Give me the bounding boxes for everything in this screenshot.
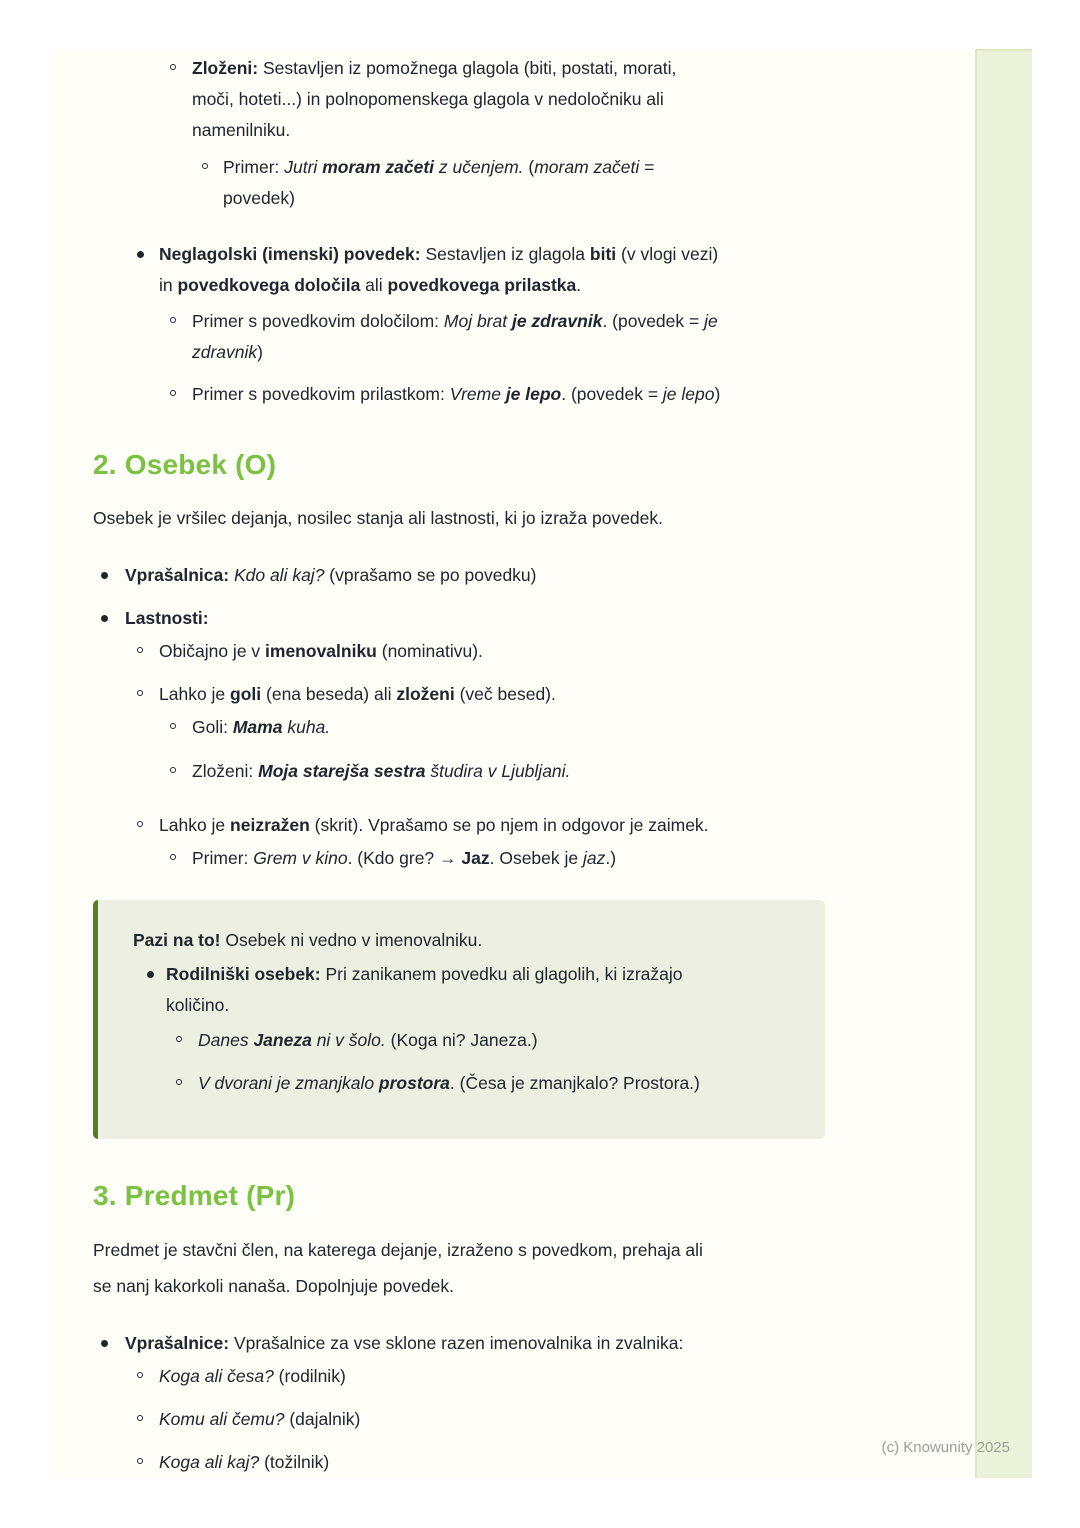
bullet-circle-icon [137,1415,143,1421]
bullet-circle-icon [170,723,176,729]
document-page [50,49,1032,1478]
text-line: Danes Janeza ni v šolo. (Koga ni? Janeza.) [198,1030,538,1050]
list-item [133,959,795,1021]
bullet-circle-icon [170,854,176,860]
text-line: Osebek je vršilec dejanja, nosilec stanja ali lastnosti, ki jo izraža povedek. [93,508,664,528]
list-item [93,239,830,301]
text-line: zdravnik) [192,342,263,362]
list-item [133,1068,795,1099]
bullet-circle-icon [137,821,143,827]
bullet-circle-icon [170,64,176,70]
bullet-disc-icon [101,615,108,622]
list-item [133,1025,795,1056]
bullet-circle-icon [137,1372,143,1378]
text-line: Primer s povedkovim določilom: Moj brat je zdravnik. (povedek = je [192,311,718,331]
text-line: in povedkovega določila ali povedkovega prilastka. [159,275,582,295]
text-line: Neglagolski (imenski) povedek: Sestavljen iz glagola biti (v vlogi vezi) [159,244,719,264]
text-line: moči, hoteti...) in polnopomenskega glagola v nedoločniku ali [192,89,664,109]
list-item [93,53,830,146]
list-item [93,1447,830,1478]
text-line: V dvorani je zmanjkalo prostora. (Česa je zmanjkalo? Prostora.) [198,1073,700,1093]
bullet-disc-icon [101,572,108,579]
list-item [93,379,830,410]
text-line: Primer: Grem v kino. (Kdo gre? → Jaz. Osebek je jaz.) [192,848,617,868]
bullet-circle-icon [170,767,176,773]
text-line: Primer s povedkovim prilastkom: Vreme je lepo. (povedek = je lepo) [192,384,721,404]
bullet-circle-icon [137,647,143,653]
text-line: Lahko je neizražen (skrit). Vprašamo se po njem in odgovor je zaimek. [159,815,709,835]
text-line: Primer: Jutri moram začeti z učenjem. (moram začeti = [223,157,655,177]
bullet-disc-icon [147,971,154,978]
bullet-circle-icon [137,690,143,696]
list-item [93,636,830,667]
page-edge-stripe [975,49,1032,1478]
bullet-disc-icon [101,1340,108,1347]
bullet-circle-icon [176,1079,182,1085]
paragraph [93,500,830,536]
text-line: Koga ali česa? (rodilnik) [159,1366,346,1386]
watermark: (c) Knowunity 2025 [881,1439,1010,1456]
bullet-circle-icon [137,1458,143,1464]
list-item [93,1404,830,1435]
paragraph [93,1232,830,1304]
section-heading-predmet: 3. Predmet (Pr) [93,1180,296,1211]
text-line: Vprašalnica: Kdo ali kaj? (vprašamo se po povedku) [125,565,537,585]
text-line: Koga ali kaj? (tožilnik) [159,1452,330,1472]
text-line: Komu ali čemu? (dajalnik) [159,1409,361,1429]
content-column [93,49,830,1478]
bullet-disc-icon [137,251,144,258]
text-line: Rodilniški osebek: Pri zanikanem povedku ali glagolih, ki izražajo [166,964,683,984]
text-line: povedek) [223,188,295,208]
list-item [93,679,830,710]
bullet-circle-icon [176,1036,182,1042]
text-line: Goli: Mama kuha. [192,717,331,737]
list-item [93,843,830,874]
list-item [93,756,830,787]
callout-box [93,900,825,1139]
list-item [93,1361,830,1392]
list-item [93,603,830,634]
list-item [93,810,830,841]
text-line: Običajno je v imenovalniku (nominativu). [159,641,483,661]
text-line: količino. [166,995,230,1015]
text-line: namenilniku. [192,120,291,140]
text-line: Vprašalnice: Vprašalnice za vse sklone razen imenovalnika in zvalnika: [125,1333,684,1353]
bullet-circle-icon [202,163,208,169]
list-item [93,306,830,368]
text-line: Zloženi: Sestavljen iz pomožnega glagola (biti, postati, morati, [192,58,677,78]
text-line: Predmet je stavčni člen, na katerega dejanje, izraženo s povedkom, prehaja ali [93,1240,703,1260]
text-line: Zloženi: Moja starejša sestra študira v Ljubljani. [192,761,571,781]
section-heading-osebek: 2. Osebek (O) [93,449,277,480]
list-item [93,1328,830,1359]
text-line: Lahko je goli (ena beseda) ali zloženi (več besed). [159,684,556,704]
list-item [93,152,830,214]
list-item [93,712,830,743]
bullet-circle-icon [170,390,176,396]
bullet-circle-icon [170,317,176,323]
callout-title: Pazi na to! Osebek ni vedno v imenovalniku. [133,930,483,950]
text-line: Lastnosti: [125,608,209,628]
list-item [93,560,830,591]
text-line: se nanj kakorkoli nanaša. Dopolnjuje povedek. [93,1276,454,1296]
